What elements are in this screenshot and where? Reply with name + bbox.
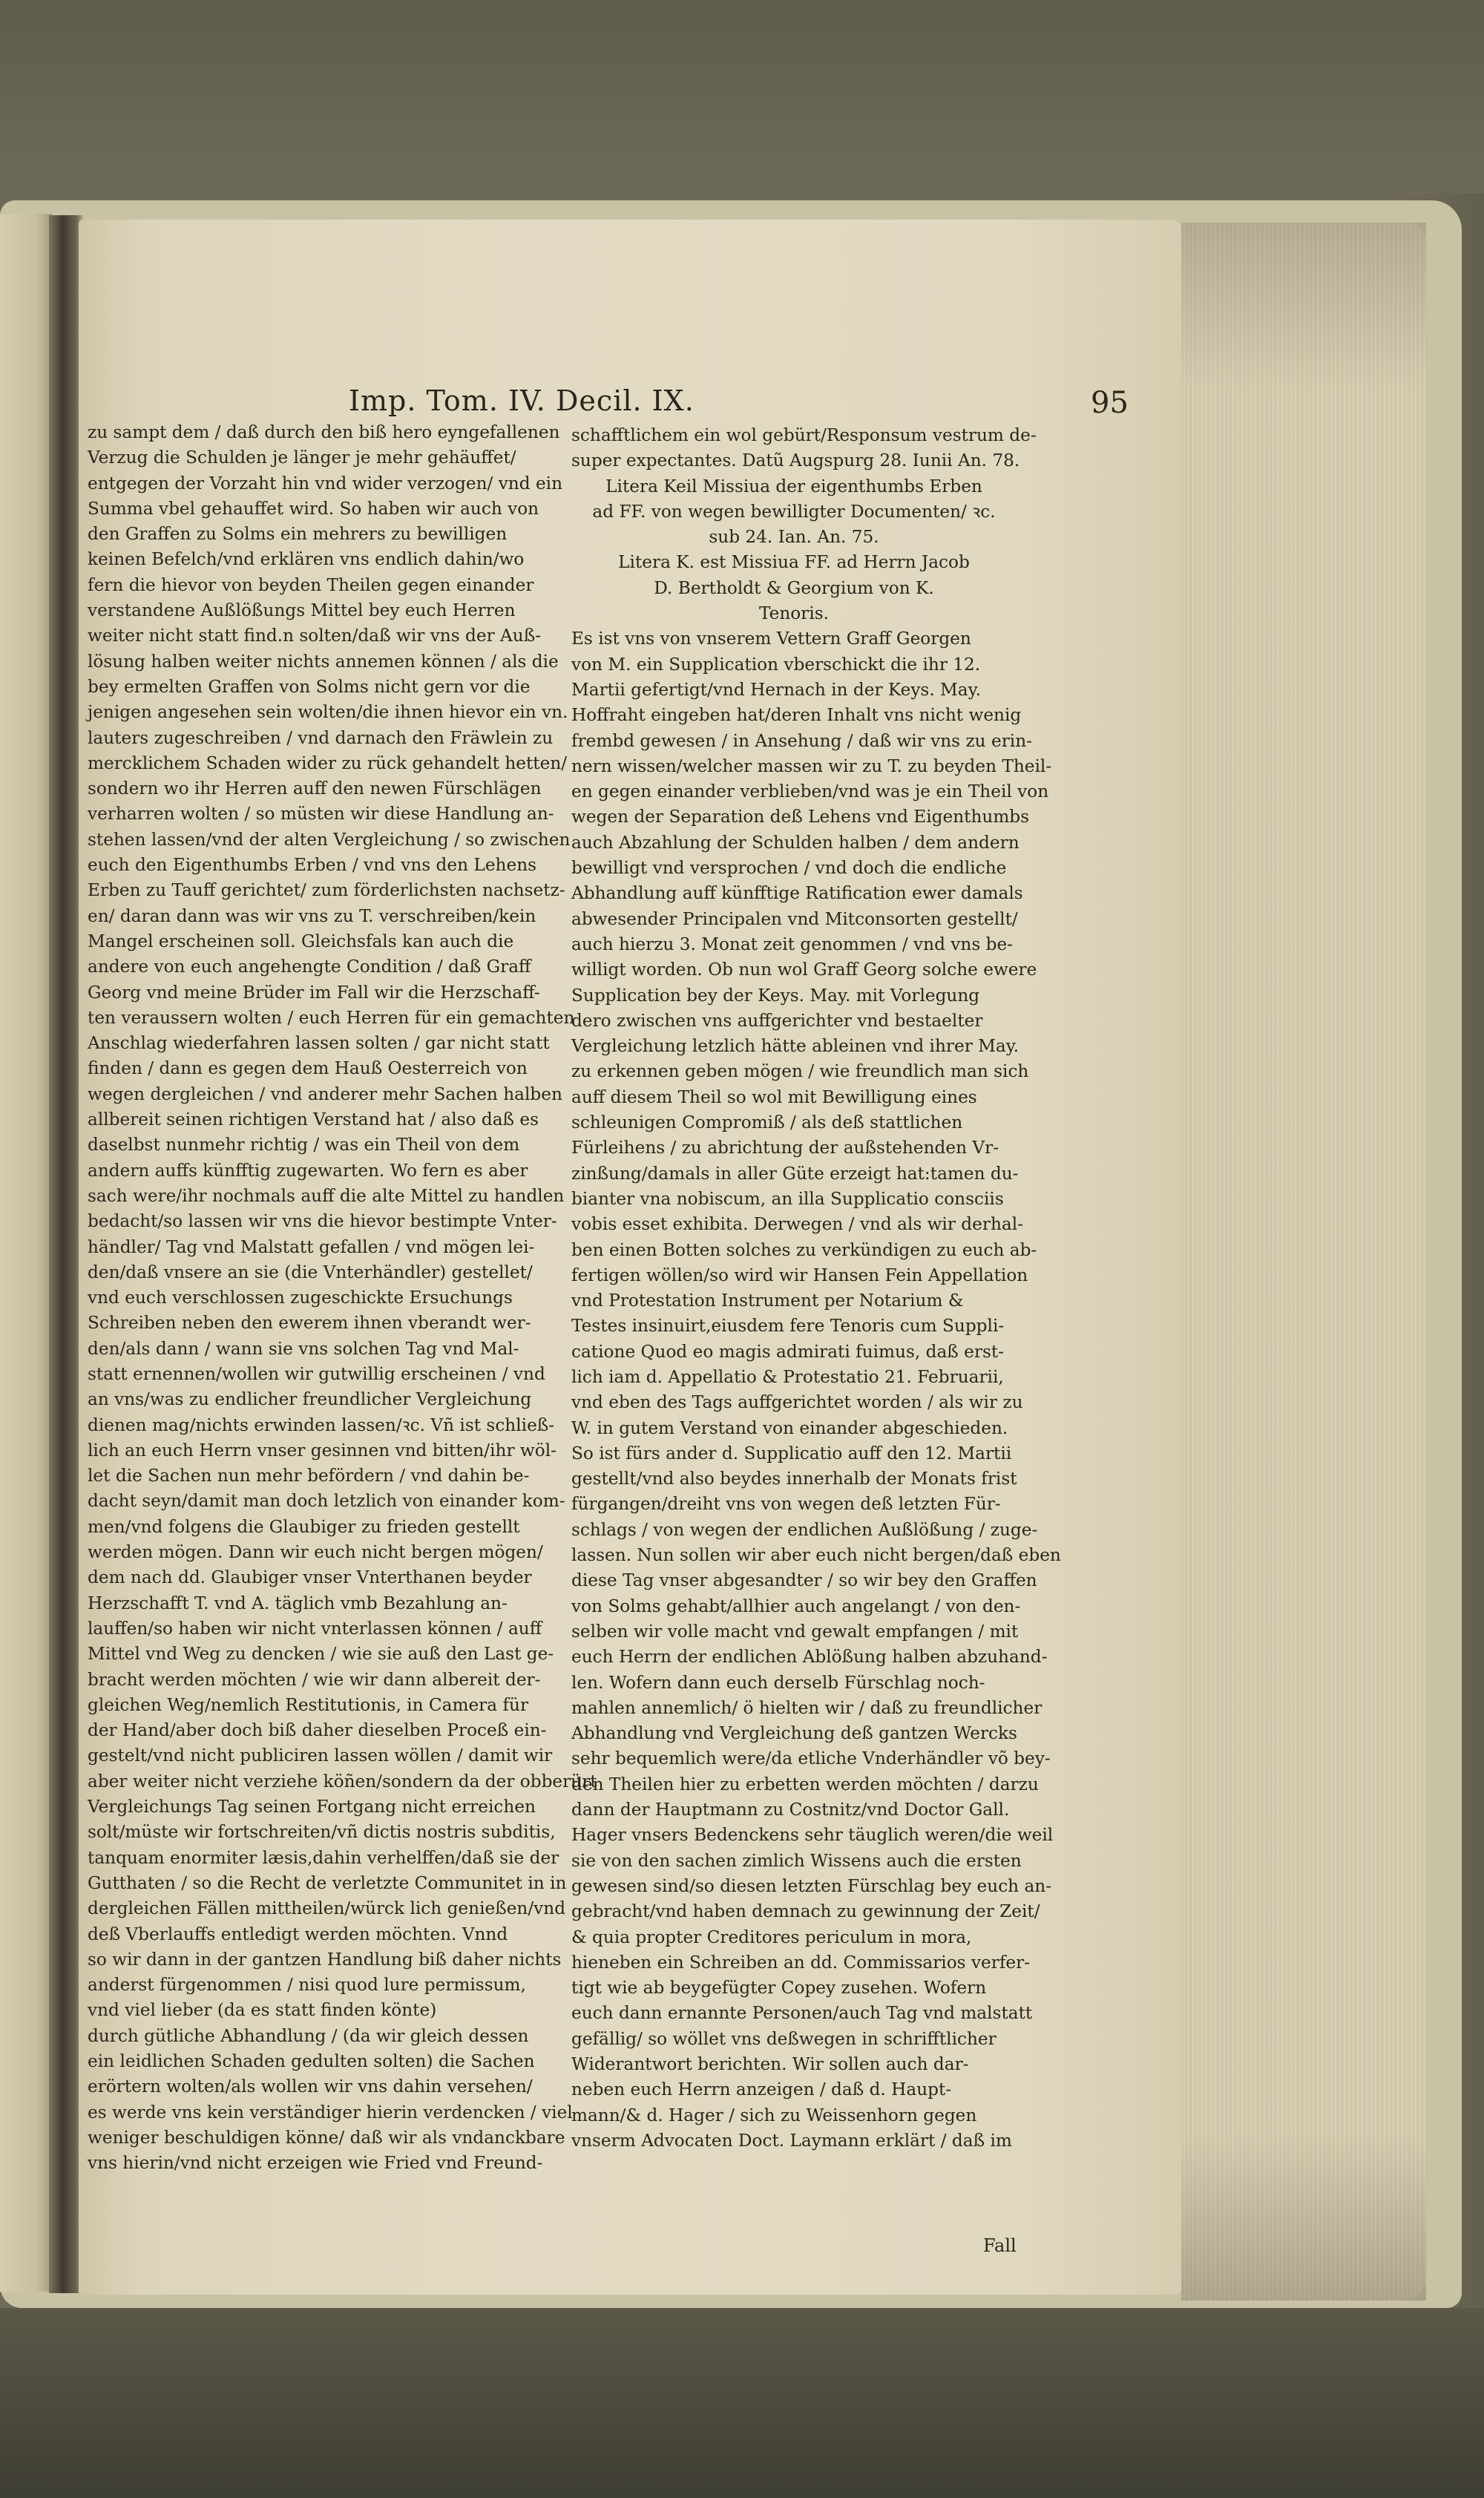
text-line: gebracht/vnd haben demnach zu gewinnung der Zeit/ [571,1901,1040,1922]
text-line: bianter vna nobiscum, an illa Supplicatio consciis [571,1188,1004,1209]
text-line: let die Sachen nun mehr befördern / vnd dahin be- [88,1466,530,1486]
text-line: den Theilen hier zu erbetten werden möchten / darzu [571,1774,1039,1794]
text-line: sach were/ihr nochmals auff die alte Mittel zu handlen [88,1185,565,1206]
text-line: sondern wo ihr Herren auff den newen Fürschlägen [88,778,542,799]
text-line: von M. ein Supplication vberschickt die ihr 12. [571,654,981,675]
text-line: zu sampt dem / daß durch den biß hero eyngefallenen [88,422,560,442]
text-line: es werde vns kein verständiger hierin verdencken / viel [88,2102,573,2122]
text-line: weiter nicht statt find.n solten/daß wir vns der Auß- [88,626,542,646]
text-line: schafftlichem ein wol gebürt/Responsum vestrum de- [571,425,1037,445]
text-line: mercklichem Schaden wider zu rück gehandelt hetten/ [88,753,568,773]
text-line: & quia propter Creditores periculum in mora, [571,1927,972,1947]
text-line: lauters zugeschreiben / vnd darnach den Fräwlein zu [88,727,554,748]
text-line: willigt worden. Ob nun wol Graff Georg solche ewere [571,960,1037,980]
text-line: Georg vnd meine Brüder im Fall wir die Herzschaff- [88,982,540,1003]
text-line: W. in gutem Verstand von einander abgeschieden. [571,1417,1008,1438]
text-line: anderst fürgenommen / nisi quod lure permissum, [88,1975,526,1996]
text-line: allbereit seinen richtigen Verstand hat / also daß es [88,1109,539,1130]
text-line: andere von euch angehengte Condition / daß Graff [88,957,531,977]
text-line: dacht seyn/damit man doch letzlich von einander kom- [88,1491,565,1512]
text-line: den/als dann / wann sie vns solchen Tag vnd Mal- [88,1338,519,1359]
text-line: gefällig/ so wöllet vns deßwegen in schrifftlicher [571,2028,997,2049]
text-line: men/vnd folgens die Glaubiger zu frieden gestellt [88,1516,520,1537]
text-line: den Graffen zu Solms ein mehrers zu bewilligen [88,524,508,545]
text-line: Schreiben neben den ewerem ihnen vberandt wer- [88,1313,531,1334]
text-line: Hoffraht eingeben hat/deren Inhalt vns nicht wenig [571,705,1022,726]
text-line: wegen dergleichen / vnd anderer mehr Sachen halben [88,1084,562,1104]
text-line: ein leidlichen Schaden gedulten solten) die Sachen [88,2051,535,2071]
text-line: mahlen annemlich/ ö hielten wir / daß zu freundlicher [571,1697,1043,1718]
text-line: bewilligt vnd versprochen / vnd doch die endliche [571,858,1007,879]
text-line: Vergleichung letzlich hätte ableinen vnd ihrer May. [571,1036,1020,1057]
text-line: vns hierin/vnd nicht erzeigen wie Fried vnd Freund- [88,2153,543,2174]
text-line: statt ernennen/wollen wir gutwillig erscheinen / vnd [88,1363,545,1384]
text-line: selben wir volle macht vnd gewalt empfangen / mit [571,1621,1019,1642]
text-line: fürgangen/dreiht vns von wegen deß letzten Für- [571,1494,1001,1515]
text-line: jenigen angesehen sein wolten/die ihnen hievor ein vn. [88,702,568,723]
text-line: len. Wofern dann euch derselb Fürschlag noch- [571,1672,985,1693]
text-line: en/ daran dann was wir vns zu T. verschreiben/kein [88,905,536,926]
text-line: wegen der Separation deß Lehens vnd Eigenthumbs [571,807,1030,827]
text-line: lassen. Nun sollen wir aber euch nicht bergen/daß eben [571,1545,1061,1566]
text-line: dergleichen Fällen mittheilen/würck lich genießen/vnd [88,1898,566,1919]
text-line: bracht werden möchten / wie wir dann albereit der- [88,1669,541,1690]
text-line: Litera K. est Missiua FF. ad Herrn Jacob [618,552,970,573]
text-line: en gegen einander verblieben/vnd was je ein Theil von [571,781,1049,802]
text-line: dero zwischen vns auffgerichter vnd bestaelter [571,1010,983,1031]
text-line: Gutthaten / so die Recht de verletzte Communitet in in [88,1872,567,1893]
background-bottom [0,2308,1484,2498]
text-line: gleichen Weg/nemlich Restitutionis, in Camera für [88,1694,529,1715]
text-line: werden mögen. Dann wir euch nicht bergen mögen/ [88,1542,543,1563]
text-line: vobis esset exhibita. Derwegen / vnd als wir derhal- [571,1214,1023,1235]
text-line: aber weiter nicht verziehe köñen/sondern da der obberürt [88,1771,597,1791]
text-line: Summa vbel gehauffet wird. So haben wir auch von [88,498,539,519]
text-line: diese Tag vnser abgesandter / so wir bey den Graffen [571,1570,1037,1591]
text-line: Widerantwort berichten. Wir sollen auch dar- [571,2054,969,2074]
text-line: Abhandlung vnd Vergleichung deß gantzen Wercks [571,1723,1017,1744]
text-line: lich an euch Herrn vnser gesinnen vnd bitten/ihr wöl- [88,1440,556,1461]
text-line: der Hand/aber doch biß daher dieselben Proceß ein- [88,1720,547,1741]
text-line: gestellt/vnd also beydes innerhalb der Monats frist [571,1469,1017,1489]
text-line: dann der Hauptmann zu Costnitz/vnd Doctor Gall. [571,1800,1010,1820]
text-line: D. Bertholdt & Georgium von K. [654,577,934,598]
text-line: auff diesem Theil so wol mit Bewilligung eines [571,1086,977,1107]
text-line: catione Quod eo magis admirati fuimus, daß erst- [571,1341,1005,1362]
left-text-column [88,420,597,2176]
text-line: abwesender Principalen vnd Mitconsorten gestellt/ [571,908,1018,929]
text-line: So ist fürs ander d. Supplicatio auff den 12. Martii [571,1443,1012,1463]
text-line: keinen Befelch/vnd erklären vns endlich dahin/wo [88,549,525,570]
text-line: entgegen der Vorzaht hin vnd wider verzogen/ vnd ein [88,473,563,494]
text-line: Tenoris. [758,603,830,624]
text-line: vnd eben des Tags auffgerichtet worden / als wir zu [571,1392,1023,1413]
text-line: sie von den sachen zimlich Wissens auch die ersten [571,1850,1022,1871]
page-number: 95 [1091,386,1129,420]
text-line: weniger beschuldigen könne/ daß wir als vndanckbare [88,2127,565,2148]
left-page-fragment [0,214,52,2292]
text-line: Hager vnsers Bedenckens sehr täuglich weren/die weil [571,1825,1054,1846]
text-line: verstandene Außlößungs Mittel bey euch Herren [88,600,516,621]
text-line: erörtern wolten/als wollen wir vns dahin versehen/ [88,2076,533,2097]
text-line: hieneben ein Schreiben an dd. Commissarios verfer- [571,1952,1031,1973]
text-line: bey ermelten Graffen von Solms nicht gern vor die [88,676,531,697]
text-line: mann/& d. Hager / sich zu Weissenhorn gegen [571,2105,977,2125]
text-line: frembd gewesen / in Ansehung / daß wir vns zu erin- [571,730,1032,751]
text-line: deß Vberlauffs entledigt werden möchten. Vnnd [88,1924,508,1944]
text-line: schlags / von wegen der endlichen Außlößung / zuge- [571,1519,1038,1540]
text-line: auch hierzu 3. Monat zeit genommen / vnd vns be- [571,934,1014,954]
text-line: sehr bequemlich were/da etliche Vnderhändler võ bey- [571,1748,1051,1769]
text-line: von Solms gehabt/allhier auch angelangt / von den- [571,1596,1021,1616]
text-line: auch Abzahlung der Schulden halben / dem andern [571,832,1020,853]
running-title: Imp. Tom. IV. Decil. IX. [349,384,695,417]
text-line: Abhandlung auff künfftige Ratification ewer damals [571,883,1023,904]
text-line: stehen lassen/vnd der alten Vergleichung / so zwischen [88,829,571,850]
text-line: super expectantes. Datũ Augspurg 28. Iunii An. 78. [571,450,1020,471]
text-line: ad FF. von wegen bewilligter Documenten/ ꝛc. [592,501,996,522]
page-edges [1181,223,1426,2301]
text-line: tanquam enormiter læsis,dahin verhelffen/daß sie der [88,1847,559,1868]
text-line: bedacht/so lassen wir vns die hievor bestimpte Vnter- [88,1211,557,1232]
text-line: fertigen wöllen/so wird wir Hansen Fein Appellation [571,1265,1028,1285]
text-line: verharren wolten / so müsten wir diese Handlung an- [88,804,554,825]
text-line: zu erkennen geben mögen / wie freundlich man sich [571,1061,1029,1082]
text-line: sub 24. Ian. An. 75. [709,527,879,548]
text-line: Mittel vnd Weg zu dencken / wie sie auß den Last ge- [88,1644,554,1665]
text-line: Litera Keil Missiua der eigenthumbs Erben [605,476,982,496]
text-line: an vns/was zu endlicher freundlicher Vergleichung [88,1389,532,1410]
text-line: zinßung/damals in aller Güte erzeigt hat:tamen du- [571,1163,1019,1184]
text-line: tigt wie ab beygefügter Copey zusehen. Wofern [571,1978,987,1999]
text-line: gewesen sind/so diesen letzten Fürschlag bey euch an- [571,1875,1052,1896]
right-text-column [571,423,1061,2154]
text-line: dem nach dd. Glaubiger vnser Vnterthanen beyder [88,1567,532,1588]
text-line: Anschlag wiederfahren lassen solten / gar nicht statt [88,1033,550,1054]
text-line: vnd Protestation Instrument per Notarium & [571,1291,964,1311]
text-line: neben euch Herrn anzeigen / daß d. Haupt- [571,2079,952,2100]
text-line: lauffen/so haben wir nicht vnterlassen können / auff [88,1618,542,1639]
text-line: ten veraussern wolten / euch Herren für ein gemachten [88,1007,575,1028]
text-line: Mangel erscheinen soll. Gleichsfals kan auch die [88,931,514,951]
text-line: lich iam d. Appellatio & Protestatio 21. Februarii, [571,1366,1004,1387]
text-line: durch gütliche Abhandlung / (da wir gleich dessen [88,2025,529,2046]
text-line: Testes insinuirt,eiusdem fere Tenoris cum Suppli- [571,1316,1005,1337]
text-line: fern die hievor von beyden Theilen gegen einander [88,574,534,595]
text-line: andern auffs künfftig zugewarten. Wo fern es aber [88,1160,528,1181]
text-line: nern wissen/welcher massen wir zu T. zu beyden Theil- [571,755,1052,776]
text-line: solt/müste wir fortschreiten/vñ dictis nostris subditis, [88,1822,556,1843]
text-line: vnd euch verschlossen zugeschickte Ersuchungs [88,1288,513,1308]
text-line: euch Herrn der endlichen Ablößung halben abzuhand- [571,1647,1048,1668]
text-line: Herzschafft T. vnd A. täglich vmb Bezahlung an- [88,1593,508,1613]
text-line: ben einen Botten solches zu verkündigen zu euch ab- [571,1239,1037,1260]
text-line: euch den Eigenthumbs Erben / vnd vns den Lehens [88,855,537,876]
catchword: Fall [983,2235,1017,2256]
text-line: vnd viel lieber (da es statt finden könte) [88,2000,437,2021]
text-line: so wir dann in der gantzen Handlung biß daher nichts [88,1949,562,1970]
text-line: gestelt/vnd nicht publiciren lassen wöllen / damit wir [88,1745,553,1766]
text-line: euch dann ernannte Personen/auch Tag vnd malstatt [571,2003,1033,2024]
text-line: finden / dann es gegen dem Hauß Oesterreich von [88,1058,528,1079]
text-line: Fürleihens / zu abrichtung der außstehenden Vr- [571,1138,999,1158]
text-line: vnserm Advocaten Doct. Laymann erklärt / daß im [571,2130,1012,2151]
text-line: schleunigen Compromiß / als deß stattlichen [571,1112,963,1133]
text-line: dienen mag/nichts erwinden lassen/ꝛc. Vñ ist schließ- [88,1414,555,1435]
text-line: Martii gefertigt/vnd Hernach in der Keys. May. [571,679,982,700]
text-line: Es ist vns von vnserem Vettern Graff Georgen [571,629,971,649]
text-line: den/daß vnsere an sie (die Vnterhändler) gestellet/ [88,1262,533,1282]
text-line: daselbst nunmehr richtig / was ein Theil von dem [88,1135,520,1155]
text-line: Erben zu Tauff gerichtet/ zum förderlichsten nachsetz- [88,880,565,901]
text-line: lösung halben weiter nichts annemen können / als die [88,651,559,672]
text-line: händler/ Tag vnd Malstatt gefallen / vnd mögen lei- [88,1236,535,1257]
text-line: Vergleichungs Tag seinen Fortgang nicht erreichen [88,1797,536,1817]
text-line: Verzug die Schulden je länger je mehr gehäuffet/ [88,448,516,468]
text-line: Supplication bey der Keys. May. mit Vorlegung [571,985,980,1006]
